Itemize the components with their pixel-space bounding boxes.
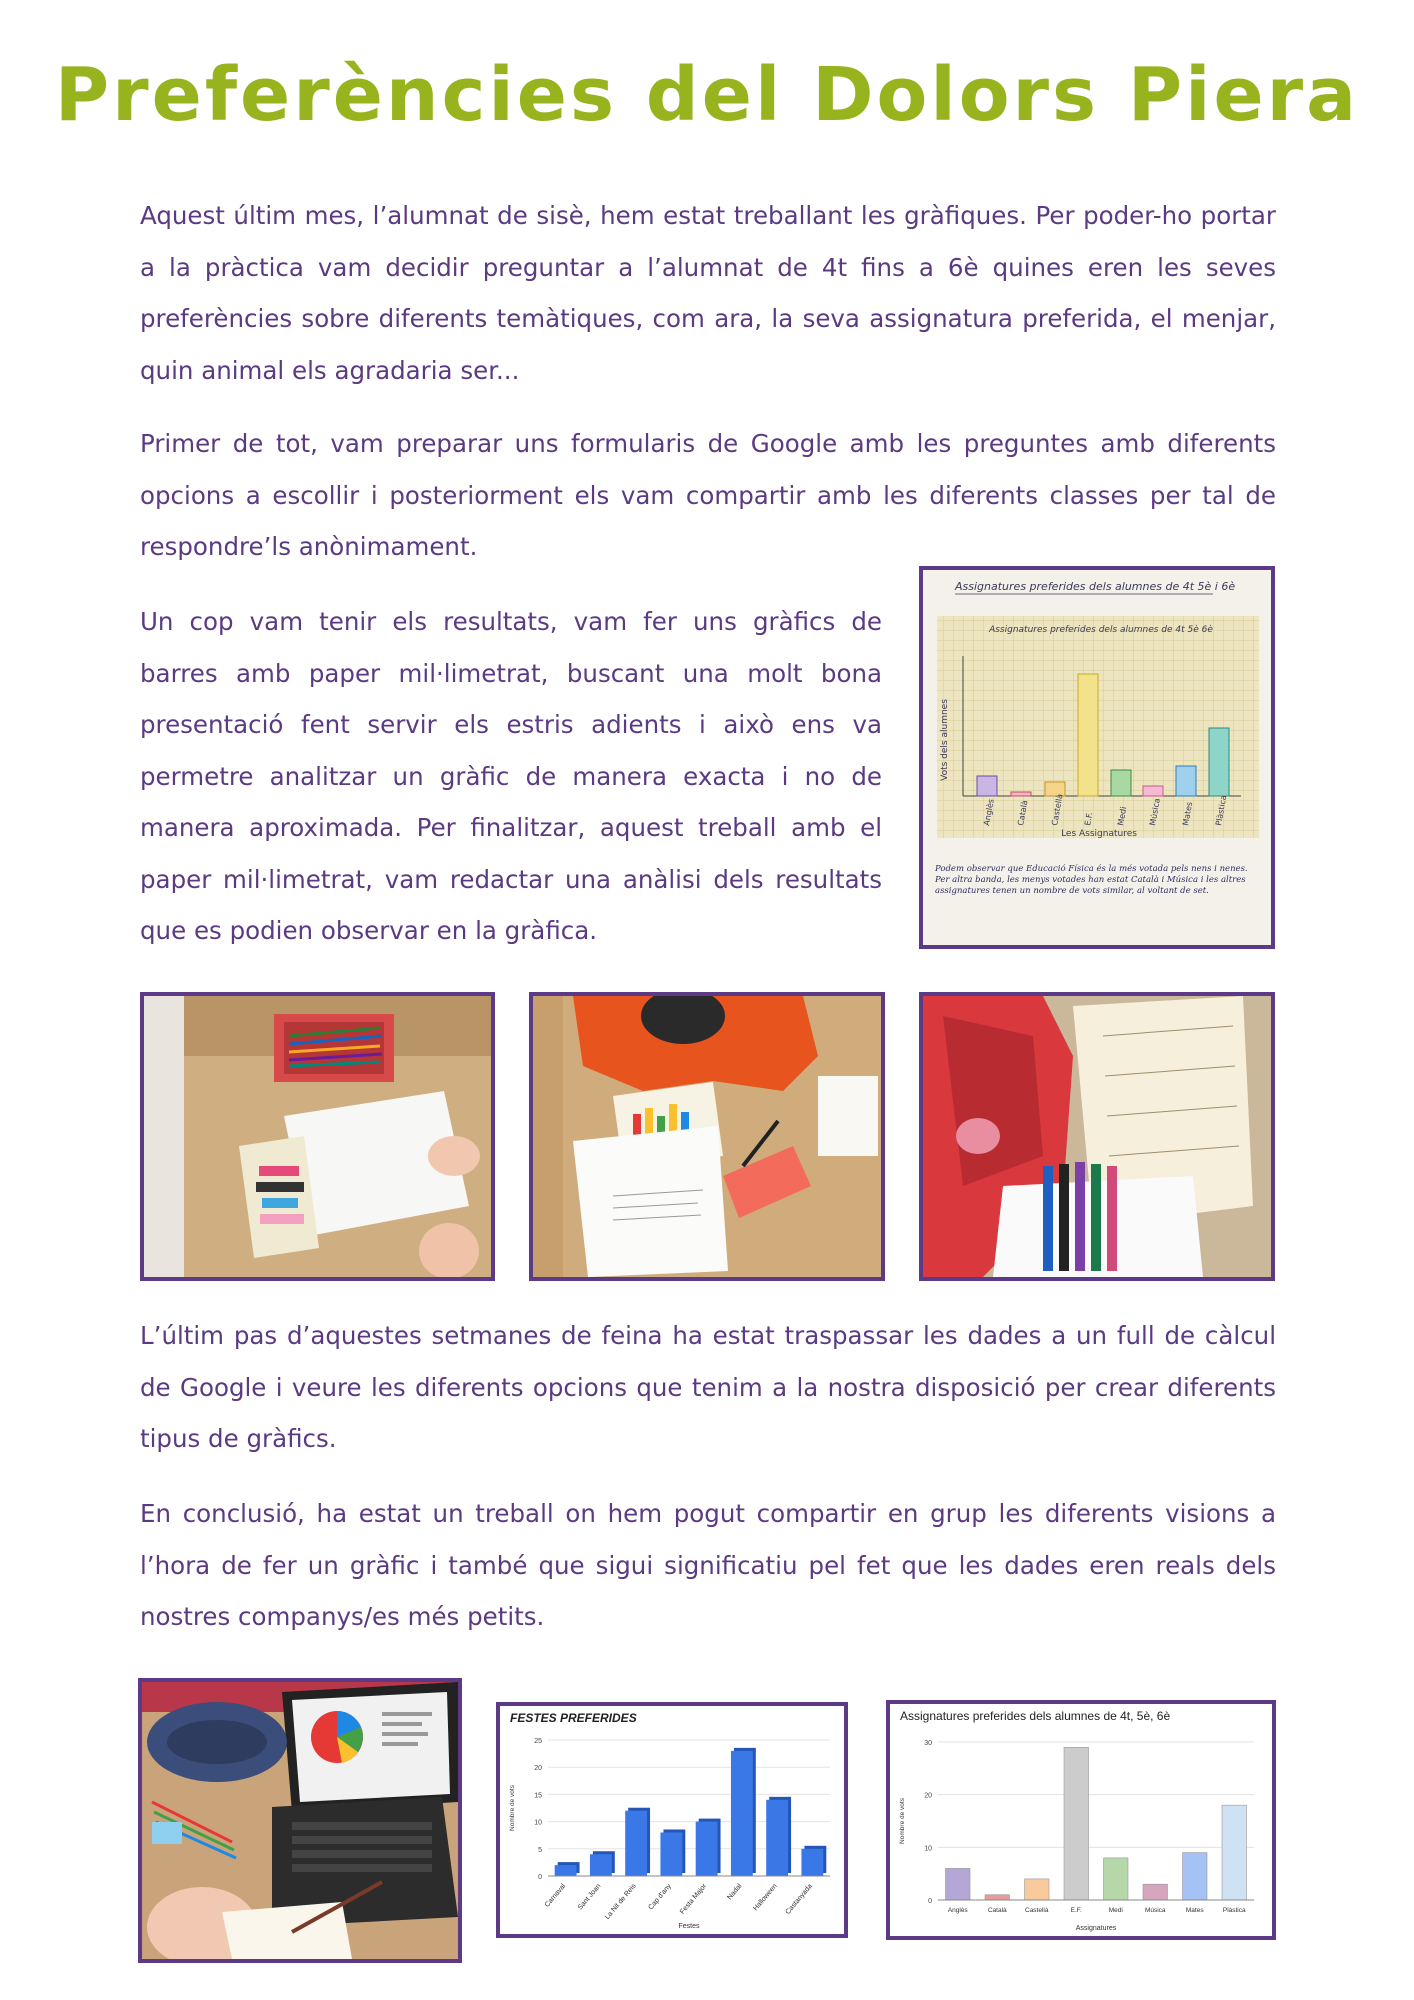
handmade-xtick: E.F. [1083,811,1095,827]
handmade-ylabel: Vots dels alumnes [940,699,950,781]
x-tick-label: E.F. [1070,1907,1082,1914]
x-tick-label: Anglès [947,1907,968,1914]
bar [1025,1879,1049,1900]
bar [1064,1747,1088,1900]
classroom-photo-markers [919,992,1275,1281]
y-tick-label: 30 [924,1740,932,1747]
x-tick-label: Català [987,1907,1007,1914]
y-tick-label: 20 [924,1792,932,1800]
bar [590,1854,612,1876]
chart-title: Assignatures preferides dels alumnes de 4t, 5è, 6è [900,1709,1171,1723]
classroom-photo-pencils [140,992,495,1281]
bar [985,1895,1009,1900]
x-tick-label: La Nit de Reis [604,1882,638,1921]
y-tick-label: 20 [534,1765,542,1773]
x-tick-label: Halloween [752,1882,779,1913]
x-axis-label: Assignatures [1075,1925,1117,1932]
x-tick-label: Medi [1108,1907,1123,1914]
x-tick-label: Carnaval [543,1882,568,1909]
x-tick-label: Mates [1185,1907,1204,1914]
classroom-photo-drawing [533,996,881,1277]
classroom-photo-student [529,992,885,1281]
laptop-photo [138,1678,462,1963]
y-axis-label: Nombre de vots [899,1798,906,1844]
festes-chart-svg [500,1706,844,1934]
assignatures-chart-svg [890,1704,1272,1936]
results-paragraph: Un cop vam tenir els resultats, vam fer uns gràfics de barres amb paper mil·limetrat, buscant una molt bona presentació fent servir els estris adients i això ens va permetre analitzar un gràfic de manera exacta i no de manera aproximada. Per finalitzar, aquest treball amb el paper mil·limetrat, vam redactar una anàlisi dels resultats que es podien observar en la gràfica. [140,607,882,945]
bar [766,1800,788,1876]
assignatures-chart [886,1700,1276,1940]
y-tick-label: 15 [534,1792,542,1800]
handmade-xtick: Plàstica [1214,794,1229,827]
y-tick-label: 0 [538,1874,542,1881]
x-tick-label: Cap d'any [647,1882,673,1912]
bar [1222,1805,1246,1900]
y-tick-label: 10 [924,1845,932,1853]
handmade-xlabel: Les Assignatures [1061,829,1137,839]
x-tick-label: Castanyada [784,1882,814,1916]
intro-paragraph: Aquest últim mes, l’alumnat de sisè, hem estat treballant les gràfiques. Per poder-ho portar a la pràctica vam decidir preguntar a l’alumnat de 4t fins a 6è quines eren les seves preferències sobre diferents temàtiques, com ara, la seva assignatura preferida, el menjar, quin animal els agradaria ser... [140,201,1276,385]
forms-paragraph: Primer de tot, vam preparar uns formularis de Google amb les preguntes amb diferents opcions a escollir i posteriorment els vam compartir amb les diferents classes per tal de respondre’ls anònimament. [140,429,1276,561]
x-axis-label: Festes [678,1923,700,1930]
bar [801,1849,823,1876]
handmade-chart-drawing [923,570,1271,945]
y-tick-label: 0 [928,1898,932,1905]
handmade-xtick: Castellà [1050,793,1065,827]
festes-chart [496,1702,848,1938]
bar [660,1832,682,1876]
y-tick-label: 10 [534,1819,542,1827]
bar [946,1868,970,1900]
handmade-xtick: Música [1148,797,1162,827]
x-tick-label: Castellà [1025,1907,1049,1914]
bar [555,1865,577,1876]
handmade-inner-title: Assignatures preferides dels alumnes de 4t 5è 6è [989,625,1213,635]
y-tick-label: 5 [538,1846,542,1854]
bar [696,1822,718,1876]
bar [1183,1853,1207,1900]
bar [1104,1858,1128,1900]
spreadsheet-paragraph: L’últim pas d’aquestes setmanes de feina ha estat traspassar les dades a un full de càlcul de Google i veure les diferents opcions que tenim a la nostra disposició per crear diferents tipus de gràfics. [140,1321,1276,1453]
handmade-note: Podem observar que Educació Física és la més votada pels nens i nenes. Per altra banda, les menys votades han estat Català i Música i les altres assignatures tenen un nombre de vots similar, al voltant de set. [935,864,1248,896]
handmade-xtick: Català [1016,799,1030,827]
x-tick-label: Música [1144,1907,1166,1914]
handmade-xtick: Medi [1116,805,1129,827]
handmade-xtick: Anglès [982,798,996,827]
page-title: Preferències del Dolors Piera [54,52,1360,138]
conclusion-paragraph: En conclusió, ha estat un treball on hem pogut compartir en grup les diferents visions a l’hora de fer un gràfic i també que sigui significatiu pel fet que les dades eren reals dels nostres companys/es més petits. [140,1499,1276,1631]
y-axis-label: Nombre de vots [509,1785,516,1831]
x-tick-label: Plàstica [1222,1907,1246,1914]
x-tick-label: Sant Joan [576,1882,603,1912]
laptop-photo-drawing [142,1682,458,1959]
bar [731,1751,753,1876]
bar [625,1811,647,1876]
bar [1143,1884,1167,1900]
handmade-xtick: Mates [1181,801,1195,827]
x-tick-label: Festa Major [679,1882,709,1916]
classroom-photo-drawing [923,996,1271,1277]
chart-title: FESTES PREFERIDES [510,1711,637,1725]
handmade-chart-photo [919,566,1275,949]
handmade-heading: Assignatures preferides dels alumnes de 4t 5è i 6è [955,580,1236,593]
y-tick-label: 25 [534,1738,542,1745]
classroom-photo-drawing [144,996,491,1277]
x-tick-label: Nadal [726,1882,744,1902]
